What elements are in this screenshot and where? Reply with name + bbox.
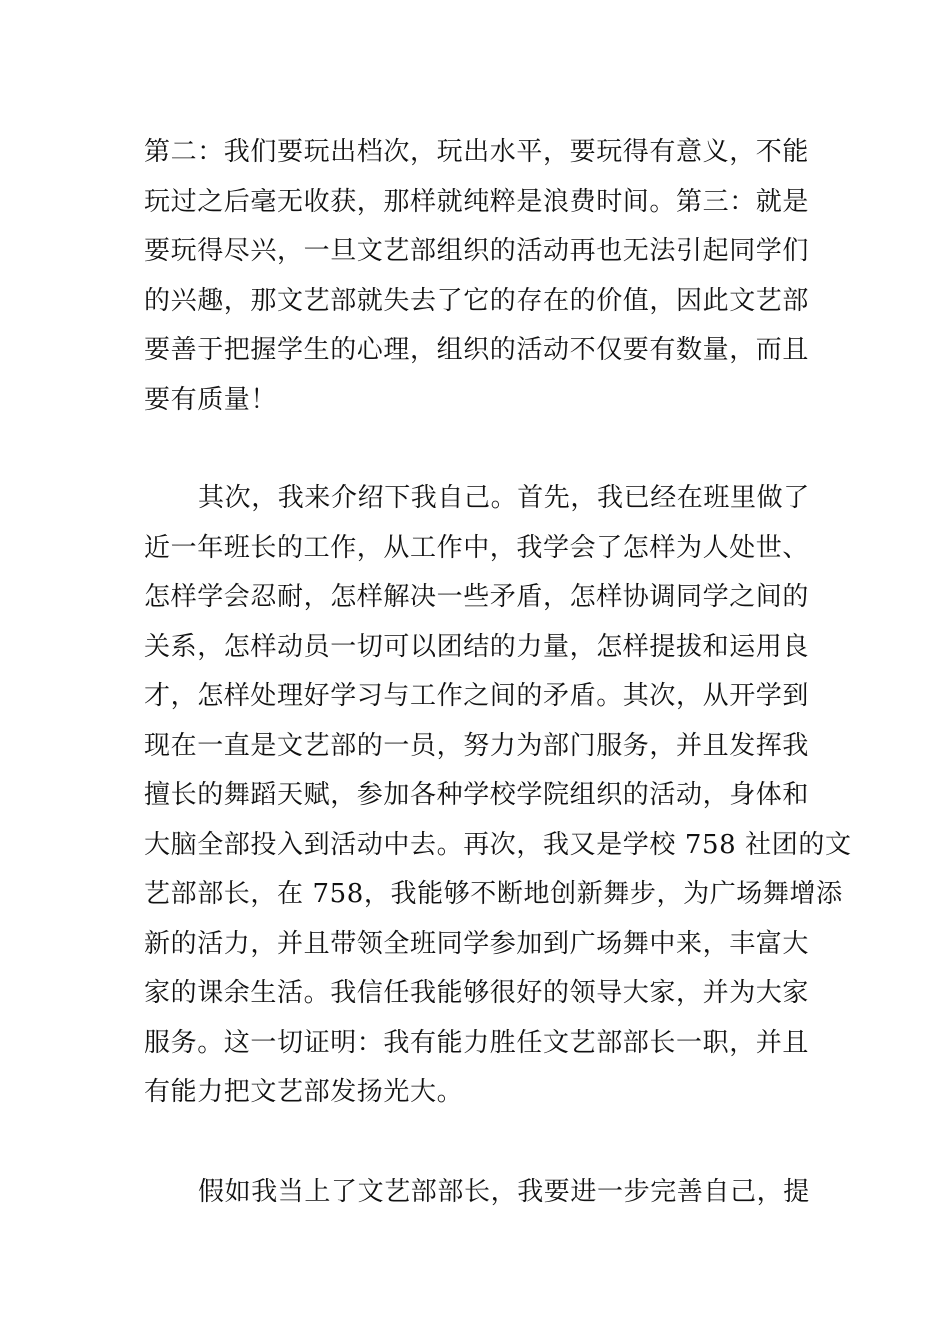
paragraph-1-line-2: 玩过之后毫无收获，那样就纯粹是浪费时间。第三：就是	[144, 187, 810, 217]
paragraph-2-line-13: 有能力把文艺部发扬光大。	[144, 1077, 464, 1107]
paragraph-2-line-10: 新的活力，并且带领全班同学参加到广场舞中来，丰富大	[144, 929, 810, 959]
paragraph-2-line-5: 才，怎样处理好学习与工作之间的矛盾。其次，从开学到	[144, 681, 810, 711]
paragraph-3-line-1: 假如我当上了文艺部部长，我要进一步完善自己，提	[198, 1177, 810, 1207]
paragraph-2-line-2: 近一年班长的工作，从工作中，我学会了怎样为人处世、	[144, 533, 810, 563]
paragraph-1-line-6: 要有质量！	[144, 385, 278, 415]
paragraph-2-line-8: 大脑全部投入到活动中去。再次，我又是学校 758 社团的文	[144, 830, 852, 860]
paragraph-2-line-11: 家的课余生活。我信任我能够很好的领导大家，并为大家	[144, 978, 810, 1008]
paragraph-2-line-9: 艺部部长，在 758，我能够不断地创新舞步，为广场舞增添	[144, 879, 843, 909]
paragraph-1-line-5: 要善于把握学生的心理，组织的活动不仅要有数量，而且	[144, 335, 810, 365]
paragraph-2-line-12: 服务。这一切证明：我有能力胜任文艺部部长一职，并且	[144, 1028, 810, 1058]
paragraph-2-line-4: 关系，怎样动员一切可以团结的力量，怎样提拔和运用良	[144, 632, 810, 662]
paragraph-2-line-3: 怎样学会忍耐，怎样解决一些矛盾，怎样协调同学之间的	[144, 582, 810, 612]
paragraph-1-line-3: 要玩得尽兴，一旦文艺部组织的活动再也无法引起同学们	[144, 236, 810, 266]
paragraph-2-line-7: 擅长的舞蹈天赋，参加各种学校学院组织的活动，身体和	[144, 780, 810, 810]
paragraph-1-line-1: 第二：我们要玩出档次，玩出水平，要玩得有意义，不能	[144, 137, 810, 167]
paragraph-2-line-6: 现在一直是文艺部的一员，努力为部门服务，并且发挥我	[144, 731, 810, 761]
paragraph-1-line-4: 的兴趣，那文艺部就失去了它的存在的价值，因此文艺部	[144, 286, 810, 316]
paragraph-2-line-1: 其次，我来介绍下我自己。首先，我已经在班里做了	[198, 483, 810, 513]
